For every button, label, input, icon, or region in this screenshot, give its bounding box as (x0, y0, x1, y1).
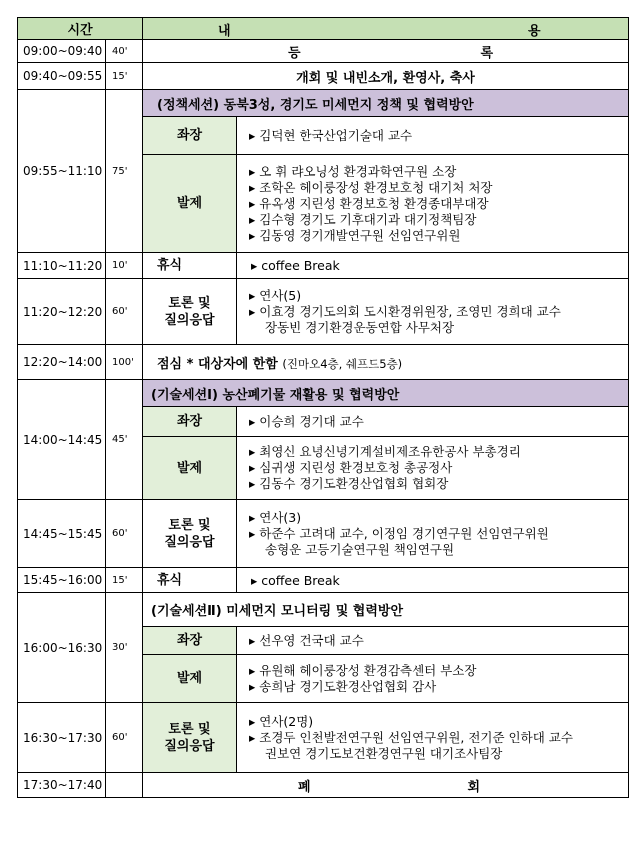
lunch-row (18, 345, 629, 380)
policy-chair-item: ▸ 김덕현 한국산업기술대 교수 (249, 127, 413, 143)
header-content (143, 18, 629, 40)
tech2-presenters (237, 655, 629, 703)
discussion3-content (237, 703, 629, 773)
registration-row (18, 40, 629, 63)
list-item: ▸ 이효경 경기도의회 도시환경위원장, 조영민 경희대 교수 (249, 303, 561, 319)
tech1-time: 14:00~14:45 (18, 380, 106, 500)
tech2-title-row (18, 593, 629, 627)
discussion2-content (237, 500, 629, 568)
list-item: ▸ 최영신 요녕신녕기계설비제조유한공사 부총경리 (249, 444, 521, 459)
discussion1-label-line2: 질의응답 (164, 312, 215, 328)
discussion1-row (18, 279, 629, 345)
break1-time: 11:10~11:20 (18, 253, 106, 279)
list-item: ▸ 조학온 헤이룽장성 환경보호청 대기처 처장 (249, 179, 493, 195)
closing-time: 17:30~17:40 (18, 773, 106, 798)
discussion3-row (18, 703, 629, 773)
discussion3-time: 16:30~17:30 (18, 703, 106, 773)
closing-left: 폐 (298, 779, 311, 795)
discussion2-duration: 60' (106, 500, 143, 568)
policy-session-duration: 75' (106, 90, 143, 253)
discussion2-time: 14:45~15:45 (18, 500, 106, 568)
tech2-time: 16:00~16:30 (18, 593, 106, 703)
tech2-duration: 30' (106, 593, 143, 703)
list-item: ▸ 연사(2명) (249, 713, 314, 729)
closing-row (18, 773, 629, 798)
break2-duration: 15' (106, 568, 143, 593)
tech1-presenter-label: 발제 (143, 437, 237, 500)
tech1-chair-label: 좌장 (143, 407, 237, 437)
discussion2-label-line2: 질의응답 (164, 534, 215, 550)
tech2-presenter-label: 발제 (143, 655, 237, 703)
list-item: ▸ 연사(5) (249, 287, 302, 303)
discussion3-label (143, 703, 237, 773)
opening-row (18, 63, 629, 90)
lunch-time: 12:20~14:00 (18, 345, 106, 380)
closing-content (143, 773, 629, 798)
lunch-note: (진마오4층, 쉐프드5층) (282, 356, 403, 371)
discussion1-duration: 60' (106, 279, 143, 345)
tech2-chair-item: ▸ 선우영 건국대 교수 (249, 632, 364, 648)
list-item: ▸ 김동영 경기개발연구원 선임연구위원 (249, 227, 461, 243)
policy-chair (237, 117, 629, 155)
list-item: ▸ 심귀생 지린성 환경보호청 총공정사 (249, 460, 453, 475)
discussion3-label-line1: 토론 및 (168, 721, 211, 737)
discussion1-content (237, 279, 629, 345)
policy-chair-label: 좌장 (143, 117, 237, 155)
schedule-table (17, 17, 629, 798)
break1-row (18, 253, 629, 279)
lunch-content (143, 345, 629, 380)
list-item: ▸ 김동수 경기도환경산업협회 협회장 (249, 476, 449, 491)
tech1-chair-item: ▸ 이승희 경기대 교수 (249, 413, 364, 429)
header-time: 시간 (18, 18, 143, 40)
list-item: ▸ 오 휘 랴오닝성 환경과학연구원 소장 (249, 163, 457, 179)
break1-duration: 10' (106, 253, 143, 279)
registration-time: 09:00~09:40 (18, 40, 106, 63)
opening-content: 개회 및 내빈소개, 환영사, 축사 (143, 63, 629, 90)
list-item: ▸ 유원해 헤이룽장성 환경감측센터 부소장 (249, 662, 477, 678)
registration-duration: 40' (106, 40, 143, 63)
list-item: 권보연 경기도보건환경연구원 대기조사팀장 (265, 745, 503, 761)
lunch-duration: 100' (106, 345, 143, 380)
closing-duration (106, 773, 143, 798)
tech1-duration: 45' (106, 380, 143, 500)
list-item: ▸ 연사(3) (249, 509, 302, 525)
discussion1-time: 11:20~12:20 (18, 279, 106, 345)
tech1-chair (237, 407, 629, 437)
discussion1-label (143, 279, 237, 345)
tech1-presenters (237, 437, 629, 500)
discussion2-row (18, 500, 629, 568)
list-item: 송형운 고등기술연구원 책임연구원 (265, 541, 455, 557)
tech2-title: (기술세션Ⅱ) 미세먼지 모니터링 및 협력방안 (143, 593, 629, 627)
policy-session-time: 09:55~11:10 (18, 90, 106, 253)
policy-presenter-label: 발제 (143, 155, 237, 253)
closing-right: 회 (467, 779, 480, 795)
opening-duration: 15' (106, 63, 143, 90)
break2-label: 휴식 (143, 568, 237, 593)
list-item: 장동빈 경기환경운동연합 사무처장 (265, 319, 455, 335)
header-content-left: 내 (218, 24, 231, 39)
list-item: ▸ 조경두 인천발전연구원 선임연구위원, 전기준 인하대 교수 (249, 729, 573, 745)
tech2-chair (237, 627, 629, 655)
policy-presenters (237, 155, 629, 253)
registration-content (143, 40, 629, 63)
break1-label: 휴식 (143, 253, 237, 279)
discussion3-label-line2: 질의응답 (164, 738, 215, 754)
list-item: ▸ 하준수 고려대 교수, 이정임 경기연구원 선임연구위원 (249, 525, 549, 541)
tech1-title-row (18, 380, 629, 407)
break2-text: ▸ coffee Break (237, 568, 629, 593)
discussion3-duration: 60' (106, 703, 143, 773)
break2-time: 15:45~16:00 (18, 568, 106, 593)
break1-text: ▸ coffee Break (237, 253, 629, 279)
header-row (18, 18, 629, 40)
policy-session-title: (정책세션) 동북3성, 경기도 미세먼지 정책 및 협력방안 (143, 90, 629, 117)
list-item: ▸ 김수형 경기도 기후대기과 대기정책팀장 (249, 211, 477, 227)
lunch-text: 점심 * 대상자에 한함 (157, 356, 278, 372)
opening-time: 09:40~09:55 (18, 63, 106, 90)
discussion2-label (143, 500, 237, 568)
tech2-chair-label: 좌장 (143, 627, 237, 655)
header-content-right: 용 (528, 24, 541, 39)
policy-session-title-row (18, 90, 629, 117)
discussion2-label-line1: 토론 및 (168, 517, 211, 533)
registration-right: 록 (480, 45, 493, 61)
list-item: ▸ 유옥생 지린성 환경보호청 환경종대부대장 (249, 195, 489, 211)
registration-left: 등 (288, 45, 301, 61)
discussion1-label-line1: 토론 및 (168, 295, 211, 311)
break2-row (18, 568, 629, 593)
list-item: ▸ 송희남 경기도환경산업협회 감사 (249, 678, 437, 694)
tech1-title: (기술세션Ⅰ) 농산폐기물 재활용 및 협력방안 (143, 380, 629, 407)
